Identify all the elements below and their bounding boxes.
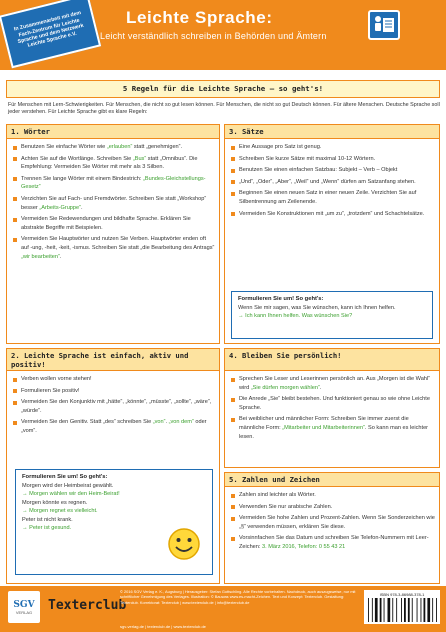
- tip-title: Formulieren Sie um! So geht's:: [238, 296, 324, 302]
- tip-example: Peter ist nicht krank.: [22, 517, 73, 524]
- barcode-bar: [404, 598, 406, 622]
- imprint-text: © 2016 SGV Verlag e. K., Augsburg | Herausgeber: Stefan Gottschling. Alle Rechte vorbehalten. Nachdruck, auch auszugsweise, nur mit schriftlicher Genehmigung des Verlages. Illustration: © Bauwas www.es-macht-Zeichen. Text und Konzept: Texterclub. Gestaltung: Texterclub. Korrektorat: Texterclub | www.texterclub.de | info@texterclub.de: [120, 589, 356, 605]
- list-item: Sprechen Sie Leser und Leserinnen persönlich an. Aus „Morgen ist die Wahl“ wird „Sie dürfen morgen wählen“.: [239, 375, 435, 392]
- isbn-barcode: [364, 590, 440, 624]
- barcode-bar: [432, 598, 433, 622]
- barcode-bar: [408, 598, 410, 622]
- barcode-bar: [436, 598, 437, 622]
- tip-title: Formulieren Sie um! So geht's:: [22, 474, 108, 480]
- tip-example: Morgen könnte es regnen.: [22, 500, 88, 507]
- barcode-bar: [368, 598, 369, 622]
- tip-answer: → Morgen wählen wir den Heim-Beirat!: [22, 490, 120, 497]
- isbn-text: ISBN 978-3-86988-378-1: [379, 592, 425, 597]
- tip-answer: → Ich kann Ihnen helfen. Was wünschen Sie?: [238, 312, 353, 319]
- woerter-list: [7, 139, 219, 261]
- section-persoenlich: [224, 348, 440, 468]
- rules-banner: 5 Regeln für die Leichte Sprache – so geht's!: [6, 80, 440, 98]
- brand-name: Texterclub: [48, 598, 127, 613]
- page-title: Leichte Sprache:: [126, 8, 273, 27]
- persoenlich-list: [225, 371, 439, 441]
- barcode-bar: [424, 598, 426, 622]
- section-heading: 5. Zahlen und Zeichen: [225, 473, 439, 487]
- list-item: Vermeiden Sie Hauptwörter und nutzen Sie Verben. Hauptwörter enden oft auf -ung, -heit, -keit, -ismus. Schreiben Sie statt „die Bearbeitung des Antrags“ „wir bearbeiten“.: [21, 236, 215, 260]
- tip-answer: → Peter ist gesund.: [22, 524, 72, 531]
- list-item: Vermeiden Sie hohe Zahlen und Prozent-Zahlen. Wenn Sie Sonderzeichen wie „§“ verwenden müssen, erklären Sie diese.: [239, 515, 435, 530]
- barcode-bar: [388, 598, 391, 622]
- barcode-bar: [421, 598, 422, 622]
- page-subtitle: Leicht verständlich schreiben in Behörden und Ämtern: [100, 31, 327, 41]
- section-heading: 1. Wörter: [7, 125, 219, 139]
- tip-answer: → Morgen regnet es vielleicht.: [22, 507, 98, 514]
- barcode-bar: [396, 598, 397, 622]
- list-item: Vermeiden Sie den Genitiv. Statt „des“ schreiben Sie „von“. „von dem“ oder „vom“.: [21, 418, 215, 435]
- smiley-icon: [166, 526, 202, 562]
- barcode-bar: [427, 598, 430, 622]
- footer-url: sgv-verlag.de | texterclub.de | www.texterclub.de: [120, 624, 206, 629]
- tip-box-aktiv: [15, 469, 213, 575]
- list-item: Verwenden Sie nur arabische Zahlen.: [239, 503, 435, 512]
- section-aktiv: [6, 348, 220, 584]
- badge-text: In Zusammenarbeit mit dem Fach-Zentrum für Leichte Sprache und dem Netzwerk Leichte Sprache e.V.: [13, 10, 85, 50]
- list-item: Vermeiden Sie Konstruktionen mit „um zu“, „trotzdem“ und Schachtelsätze.: [239, 210, 435, 219]
- section-zahlen: [224, 472, 440, 584]
- list-item: Die Anrede „Sie“ bleibt bestehen. Und funktioniert genau so wie ohne Leichte Sprache.: [239, 395, 435, 412]
- list-item: Schreiben Sie kurze Sätze mit maximal 10-12 Wörtern.: [239, 155, 435, 164]
- intro-text: Für Menschen mit Lern-Schwierigkeiten. Für Menschen, die nicht so gut lesen können. Für Menschen, die nicht so gut Deutsch können. Für ältere Menschen. Deutsche Sprache soll jeder verstehen. Für Leichte Sprache gibt es klare Regeln:: [8, 102, 440, 116]
- aktiv-list: [7, 371, 219, 436]
- tip-example: Wenn Sie mir sagen, was Sie wünschen, kann ich Ihnen helfen.: [238, 305, 396, 311]
- list-item: Vorsinnfachen Sie das Datum und schreiben Sie Telefon-Nummern mit Leer-Zeichen: 3. März 2016, Telefon: 0 55 43 21: [239, 534, 435, 551]
- tip-example: Morgen wird der Heimbeirat gewählt.: [22, 483, 114, 489]
- list-item: Eine Aussage pro Satz ist genug.: [239, 143, 435, 152]
- barcode-bar: [412, 598, 413, 622]
- list-item: Benutzen Sie einfache Wörter wie „erlauben“ statt „genehmigen“.: [21, 143, 215, 152]
- list-item: Achten Sie auf die Wortlänge. Schreiben Sie „Bus“ statt „Omnibus“. Die Empfehlung: Vermeiden Sie Wörter mit mehr als 3 Silben.: [21, 155, 215, 172]
- sgv-logo: SGV VERLAG: [8, 591, 40, 623]
- list-item: Formulieren Sie positiv!: [21, 387, 215, 396]
- list-item: Vermeiden Sie Redewendungen und bildhafte Sprache. Erklären Sie abstrakte Begriffe mit Beispielen.: [21, 215, 215, 232]
- barcode-bar: [392, 598, 393, 622]
- barcode-bar: [375, 598, 378, 622]
- barcode-bar: [372, 598, 373, 622]
- section-saetze: [224, 124, 440, 344]
- barcode-bar: [417, 598, 418, 622]
- barcode-bar: [380, 598, 382, 622]
- barcode-bar: [384, 598, 385, 622]
- list-item: „Und“, „Oder“, „Aber“, „Weil“ und „Wenn“ dürfen am Satzanfang stehen.: [239, 178, 435, 187]
- saetze-list: [225, 139, 439, 218]
- section-heading: 4. Bleiben Sie persönlich!: [225, 349, 439, 371]
- section-heading: 2. Leichte Sprache ist einfach, aktiv und positiv!: [7, 349, 219, 371]
- list-item: Zahlen sind leichter als Wörter.: [239, 491, 435, 500]
- list-item: Bei weiblicher und männlicher Form: Schreiben Sie immer zuerst die männliche Form: „Mitarbeiter und Mitarbeiterinnen“. So kann man es leichter lesen.: [239, 415, 435, 441]
- section-heading: 3. Sätze: [225, 125, 439, 139]
- list-item: Benutzen Sie einen einfachen Satzbau: Subjekt – Verb – Objekt: [239, 166, 435, 175]
- section-woerter: [6, 124, 220, 344]
- list-item: Beginnen Sie einen neuen Satz in einer neuen Zeile. Verzichten Sie auf Silbentrennung am Zeilenende.: [239, 189, 435, 206]
- list-item: Vermeiden Sie den Konjunktiv mit „hätte“, „könnte“, „müsste“, „sollte“, „wäre“, „würde“.: [21, 398, 215, 415]
- list-item: Verzichten Sie auf Fach- und Fremdwörter. Schreiben Sie statt „Workshop“ besser „Arbeits-Gruppe“.: [21, 195, 215, 212]
- list-item: Trennen Sie lange Wörter mit einem Bindestrich: „Bundes-Gleichstellungs-Gesetz“: [21, 175, 215, 192]
- zahlen-list: [225, 487, 439, 552]
- list-item: Verben wollen vorne stehen!: [21, 375, 215, 384]
- barcode-bar: [401, 598, 402, 622]
- easy-reading-icon: [368, 10, 400, 40]
- tip-box-saetze: [231, 291, 433, 339]
